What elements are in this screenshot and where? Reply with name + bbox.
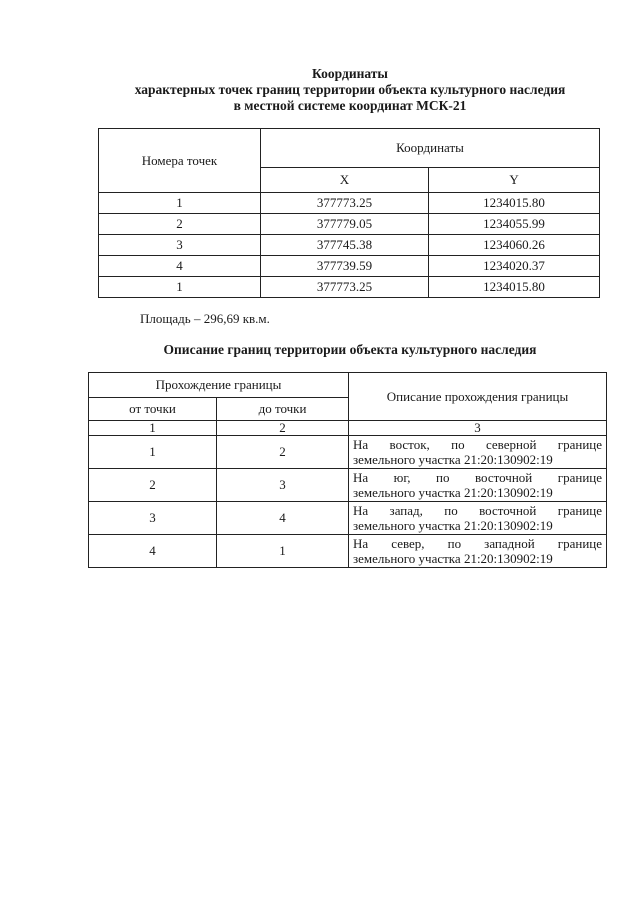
cell-description (349, 436, 607, 469)
description-line-1: На юг, по восточной границе (353, 470, 603, 485)
cell-y: 1234055.99 (429, 214, 600, 235)
cell-from: 3 (89, 502, 217, 535)
cell-point: 3 (99, 235, 261, 256)
cell-from: 1 (89, 436, 217, 469)
column-number-2: 2 (217, 421, 349, 436)
document-title (100, 66, 600, 114)
table-row (99, 256, 600, 277)
cell-description (349, 502, 607, 535)
table-row (99, 193, 600, 214)
section-title: Описание границ территории объекта культурного наследия (163, 342, 537, 357)
cell-x: 377773.25 (261, 277, 429, 298)
description-line-1: На запад, по восточной границе (353, 503, 603, 518)
cell-to: 3 (217, 469, 349, 502)
coordinates-table (98, 128, 600, 298)
table-row (89, 436, 607, 469)
description-line-1: На восток, по северной границе (353, 437, 603, 452)
description-line-2: земельного участка 21:20:130902:19 (353, 485, 553, 500)
table-row (99, 214, 600, 235)
cell-description (349, 469, 607, 502)
table-row (89, 469, 607, 502)
table-row (89, 535, 607, 568)
cell-to: 4 (217, 502, 349, 535)
cell-point: 2 (99, 214, 261, 235)
header-x: X (261, 168, 429, 193)
cell-from: 4 (89, 535, 217, 568)
title-line-2: характерных точек границ территории объекта культурного наследия (134, 82, 566, 97)
header-point-numbers: Номера точек (99, 129, 261, 193)
cell-point: 4 (99, 256, 261, 277)
cell-x: 377773.25 (261, 193, 429, 214)
table-row (99, 277, 600, 298)
header-boundary-passage: Прохождение границы (89, 373, 349, 398)
column-number-1: 1 (89, 421, 217, 436)
area-text: Площадь – 296,69 кв.м. (140, 311, 270, 326)
cell-y: 1234015.80 (429, 193, 600, 214)
header-from-point: от точки (89, 398, 217, 421)
cell-to: 1 (217, 535, 349, 568)
cell-to: 2 (217, 436, 349, 469)
header-to-point: до точки (217, 398, 349, 421)
header-boundary-description: Описание прохождения границы (349, 373, 607, 421)
title-line-1: Координаты (312, 66, 388, 81)
title-line-3: в местной системе координат МСК-21 (233, 98, 467, 113)
cell-description (349, 535, 607, 568)
table-row (99, 235, 600, 256)
cell-x: 377739.59 (261, 256, 429, 277)
cell-y: 1234015.80 (429, 277, 600, 298)
cell-point: 1 (99, 193, 261, 214)
cell-point: 1 (99, 277, 261, 298)
description-line-2: земельного участка 21:20:130902:19 (353, 551, 553, 566)
description-line-1: На север, по западной границе (353, 536, 603, 551)
table-row (89, 502, 607, 535)
description-line-2: земельного участка 21:20:130902:19 (353, 518, 553, 533)
header-y: Y (429, 168, 600, 193)
cell-x: 377745.38 (261, 235, 429, 256)
column-number-3: 3 (349, 421, 607, 436)
description-line-2: земельного участка 21:20:130902:19 (353, 452, 553, 467)
cell-y: 1234020.37 (429, 256, 600, 277)
header-coordinates: Координаты (261, 129, 600, 168)
cell-x: 377779.05 (261, 214, 429, 235)
cell-from: 2 (89, 469, 217, 502)
cell-y: 1234060.26 (429, 235, 600, 256)
boundary-table (88, 372, 607, 568)
